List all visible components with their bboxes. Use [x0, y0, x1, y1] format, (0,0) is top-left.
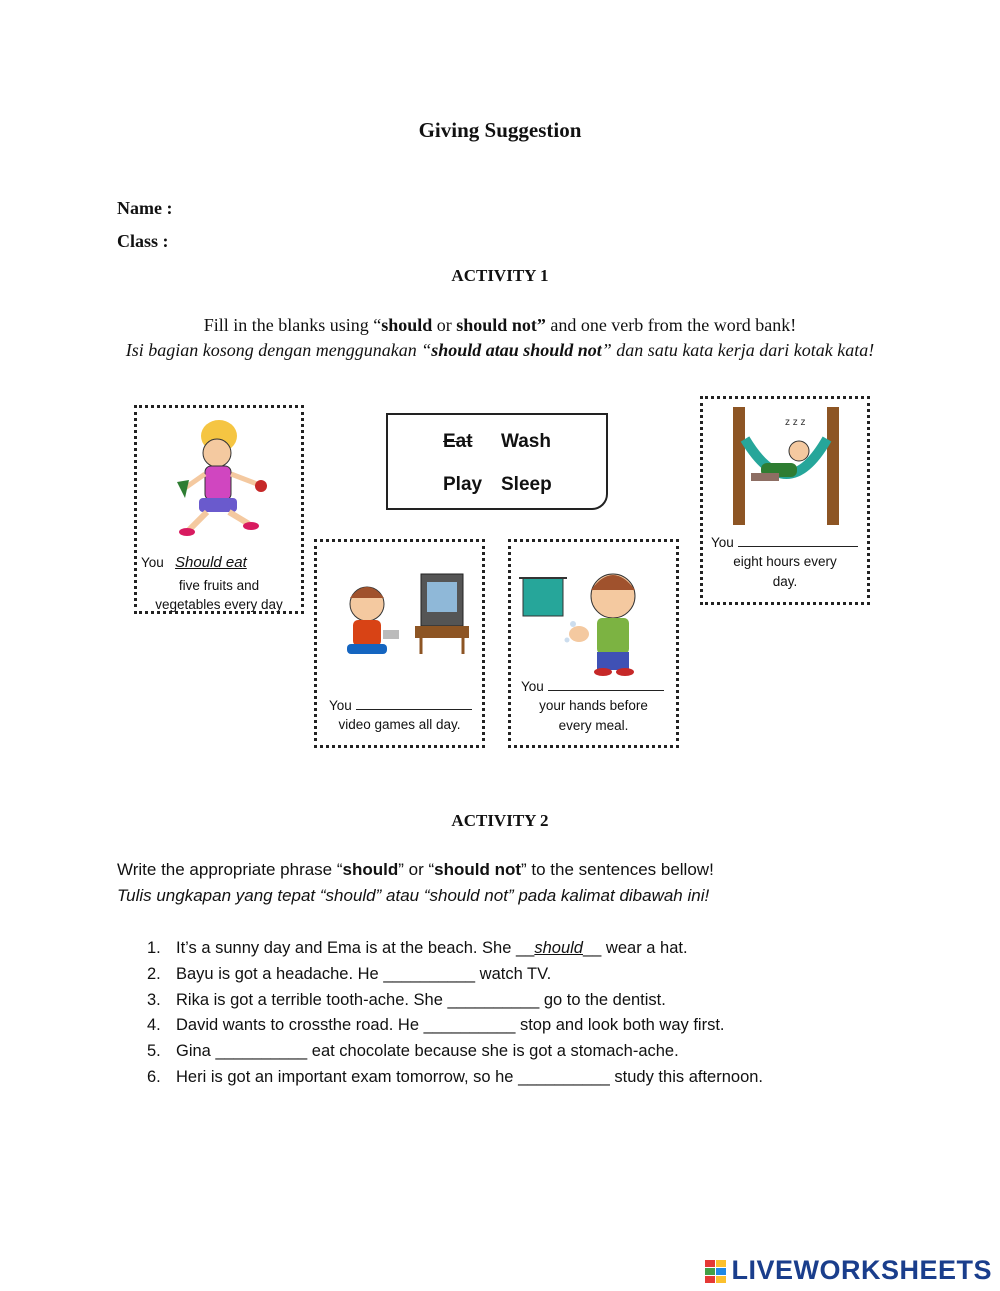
card-eat [134, 405, 304, 614]
list-item: 1. It’s a sunny day and Ema is at the beach. She __should__ wear a hat. [147, 939, 688, 957]
svg-text:z z z: z z z [785, 417, 806, 428]
card-wash [508, 539, 679, 748]
list-item: 4. David wants to crossthe road. He __________ stop and look both way first. [147, 1016, 725, 1035]
card-eat-answer: Should eat [175, 554, 247, 571]
answer-blank-6[interactable]: __________ [518, 1067, 610, 1086]
card-games [314, 539, 485, 748]
page-title: Giving Suggestion [418, 118, 582, 142]
card-sleep [700, 396, 870, 605]
list-item: 5. Gina __________ eat chocolate because she is got a stomach-ache. [147, 1042, 679, 1061]
card-sleep-blank[interactable] [738, 532, 858, 547]
list-item: 3. Rika is got a terrible tooth-ache. She __________ go to the dentist. [147, 990, 666, 1009]
activity-2-list [147, 936, 763, 1091]
answer-blank-4[interactable]: __________ [423, 1016, 516, 1035]
card-eat-line1: You Should eat [141, 554, 247, 571]
card-wash-line2: your hands before [539, 698, 648, 713]
running-girl-illustration [137, 408, 301, 548]
list-item: 6. Heri is got an important exam tomorrow, so he __________ study this afternoon. [147, 1067, 764, 1086]
answer-1: should [534, 939, 583, 957]
logo-blocks-icon [705, 1260, 727, 1284]
man-in-hammock-illustration [703, 399, 867, 531]
logo-text: LIVEWORKSHEETS [731, 1255, 992, 1285]
activity-1-heading: ACTIVITY 1 [451, 266, 549, 285]
activity-2-instruction: Write the appropriate phrase “should” or “should not” to the sentences bellow! [117, 860, 714, 879]
boy-playing-video-games-illustration [317, 542, 482, 682]
answer-blank-2[interactable]: __________ [383, 964, 476, 983]
word-bank [386, 413, 608, 510]
boy-washing-hands-illustration [511, 542, 676, 682]
card-eat-line2: five fruits and [178, 578, 260, 593]
card-wash-blank[interactable] [548, 676, 664, 691]
answer-blank-3[interactable]: __________ [447, 990, 540, 1009]
word-sleep: Sleep [501, 474, 552, 495]
activity-2-heading: ACTIVITY 2 [451, 811, 549, 830]
activity-2-instruction-id: Tulis ungkapan yang tepat “should” atau “should not” pada kalimat dibawah ini! [117, 886, 710, 905]
word-play: Play [443, 474, 483, 495]
card-sleep-line1: You [711, 532, 867, 553]
class-label: Class : [117, 231, 169, 251]
word-wash: Wash [501, 431, 551, 452]
activity-1-instruction: Fill in the blanks using “should or should not” and one verb from the word bank! [203, 315, 797, 335]
card-sleep-line2: eight hours every [733, 554, 837, 569]
activity-1-instruction-id: Isi bagian kosong dengan menggunakan “should atau should not” dan satu kata kerja dari kotak kata! [125, 340, 875, 360]
card-eat-line3: vegetables every day [155, 597, 283, 612]
list-item: 2. Bayu is got a headache. He __________ watch TV. [147, 964, 552, 983]
card-games-line2: video games all day. [338, 717, 461, 732]
name-label: Name : [117, 198, 173, 218]
answer-blank-5[interactable]: __________ [215, 1042, 308, 1061]
card-sleep-line3: day. [772, 574, 798, 589]
card-wash-line1: You [521, 676, 671, 697]
card-games-blank[interactable] [356, 695, 472, 710]
card-wash-line3: every meal. [558, 718, 629, 733]
liveworksheets-logo[interactable] [705, 1255, 992, 1286]
word-eat: Eat [443, 431, 473, 452]
card-games-line1: You [329, 695, 479, 716]
